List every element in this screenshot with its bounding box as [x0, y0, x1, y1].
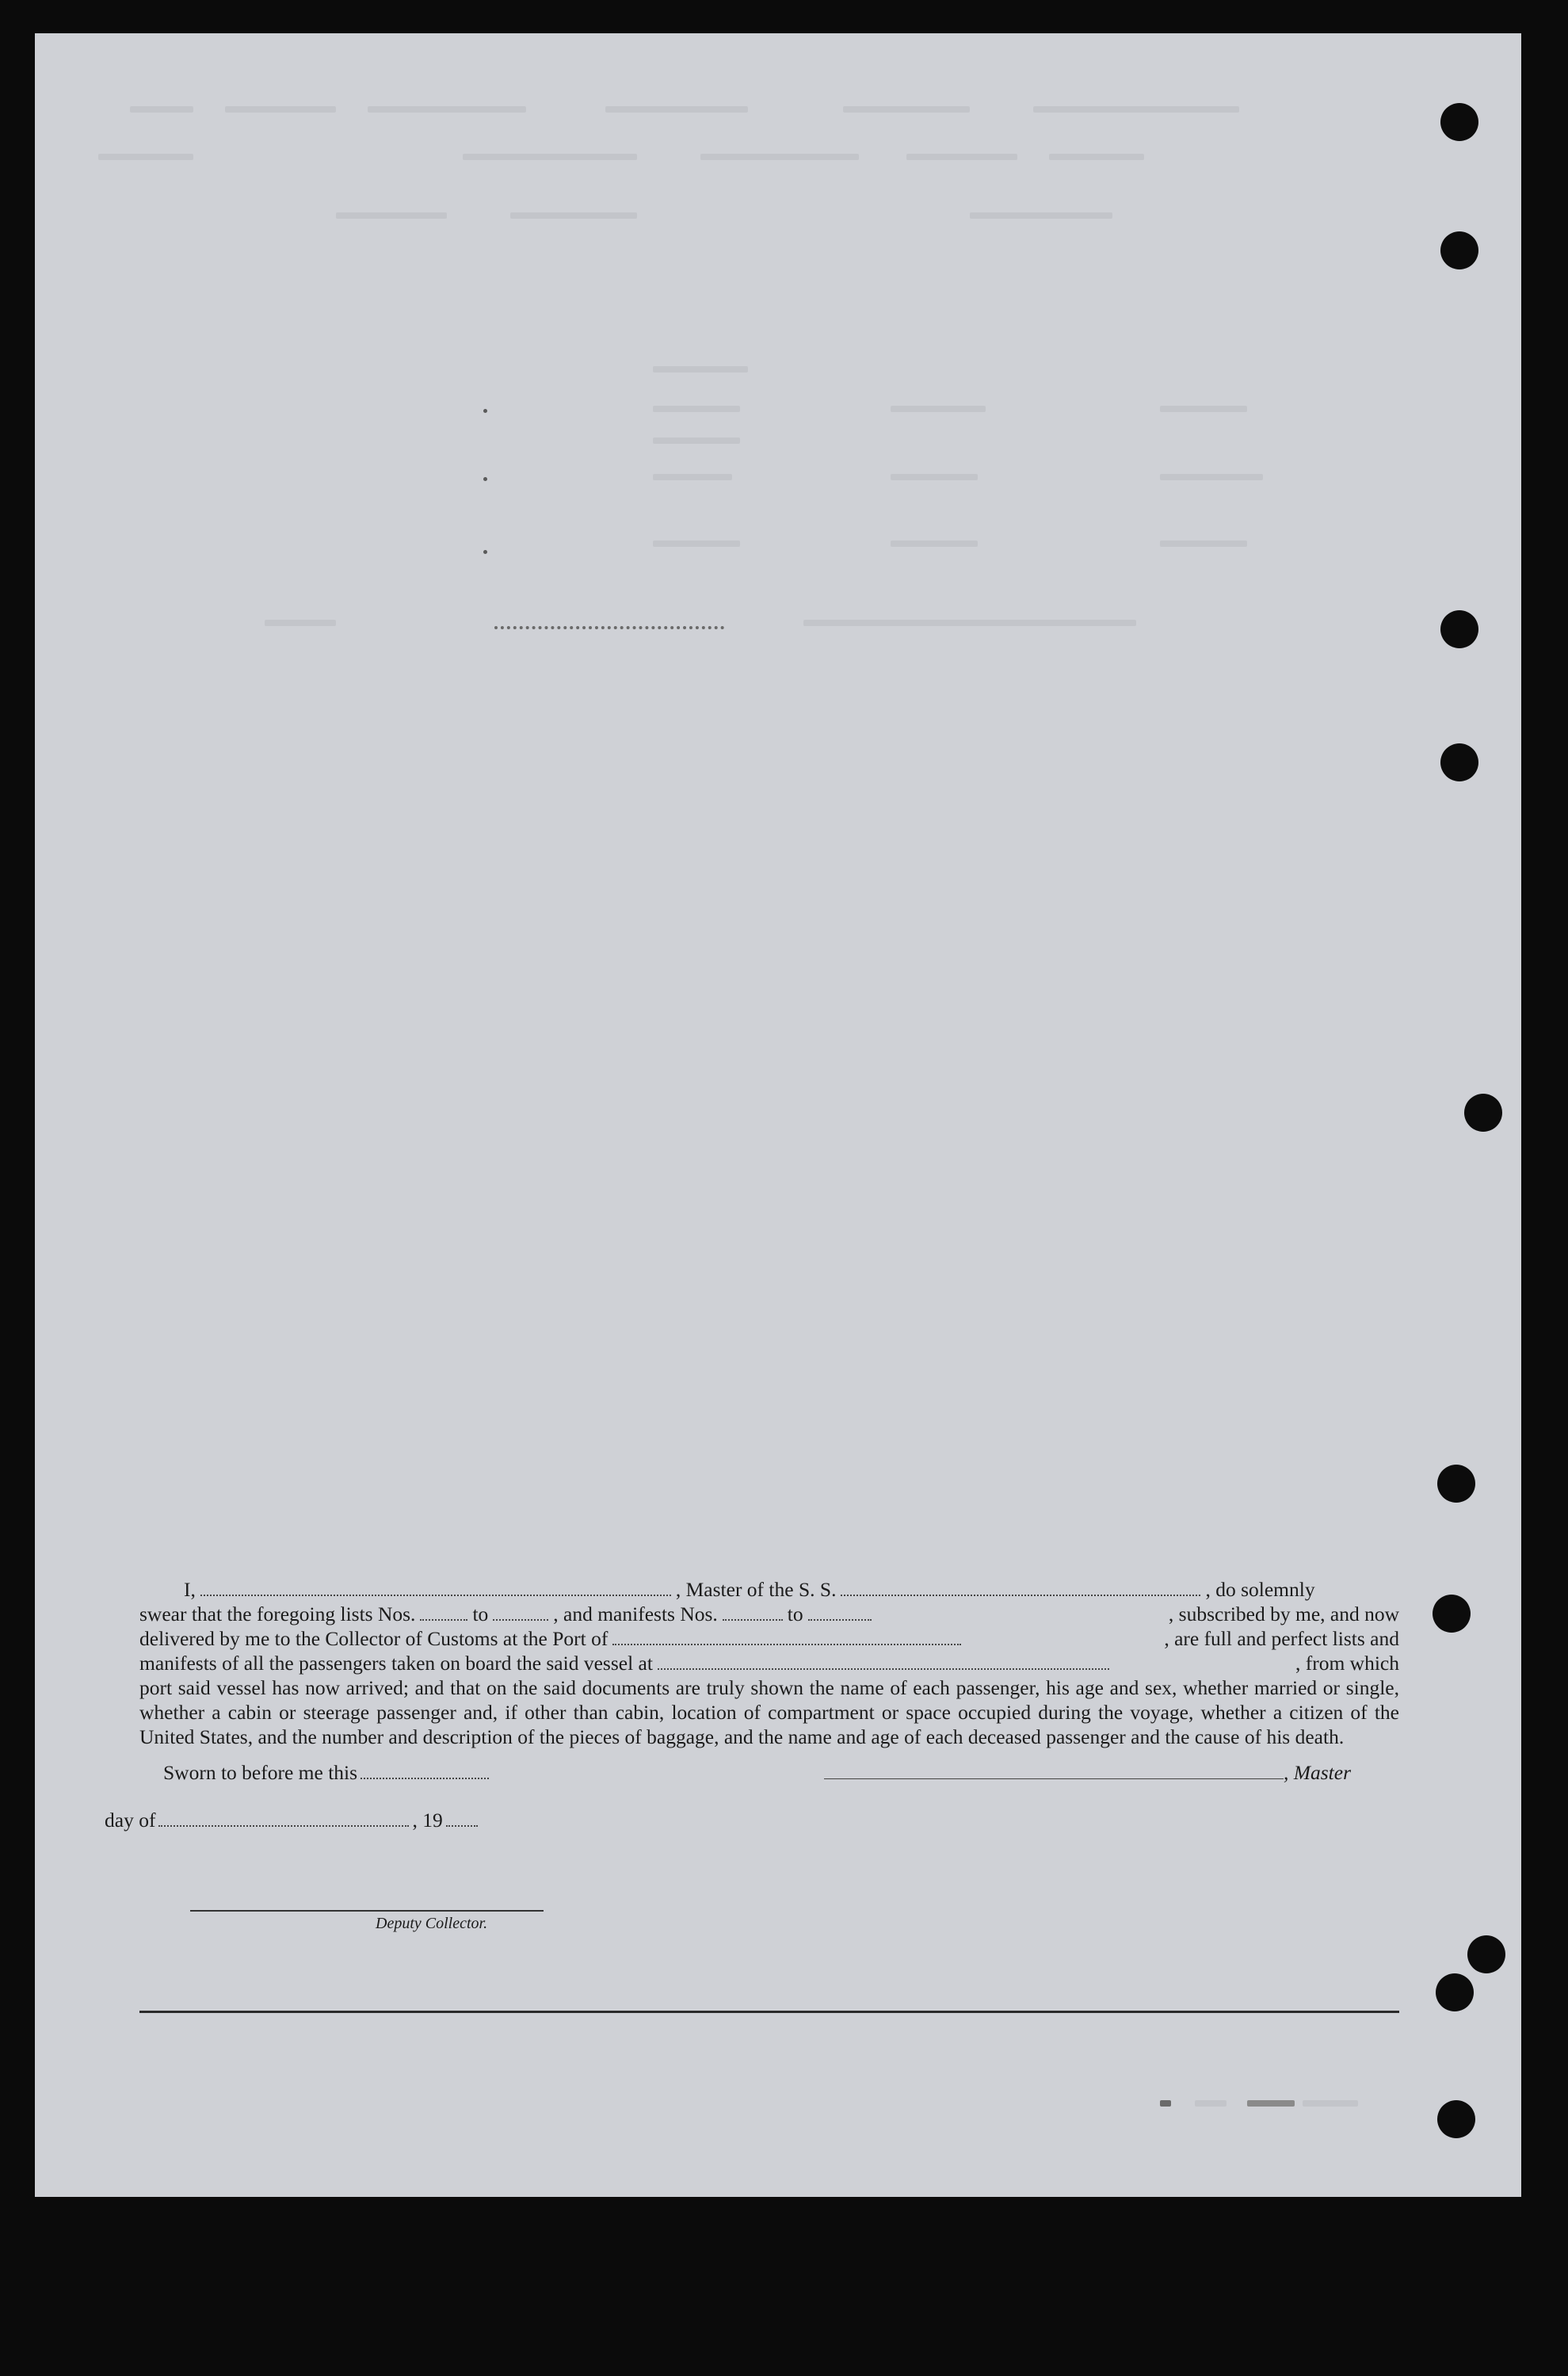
master-signature-field[interactable] [824, 1778, 1284, 1779]
day-of-label: day of [105, 1809, 156, 1832]
faint-entry-row [653, 437, 1366, 445]
oath-to-label: to [787, 1602, 803, 1625]
deputy-signature-line[interactable] [190, 1910, 544, 1912]
faint-header-row [130, 106, 1318, 114]
manifests-from-field[interactable] [723, 1619, 783, 1621]
binder-hole [1437, 1465, 1475, 1503]
faint-entry-row [653, 406, 1366, 414]
master-signature-line [824, 1761, 1351, 1785]
faint-header-row [177, 212, 1287, 220]
sworn-before-line [128, 1761, 492, 1785]
oath-master-of-label: , Master of the S. S. [675, 1578, 837, 1601]
master-name-field[interactable] [200, 1595, 671, 1596]
oath-line-2 [139, 1602, 1399, 1626]
oath-taken-on-board-label: manifests of all the passengers taken on board the said vessel at [139, 1652, 653, 1675]
manifest-page [35, 33, 1521, 2197]
faint-entry-row [653, 541, 1366, 548]
oath-port-label: delivered by me to the Collector of Customs at the Port of [139, 1627, 609, 1650]
year-field[interactable] [446, 1825, 478, 1827]
faint-entry-row [653, 474, 1366, 482]
binder-hole [1440, 743, 1478, 781]
oath-line-3 [139, 1626, 1399, 1651]
binder-hole [1436, 1973, 1474, 2011]
day-of-line [105, 1809, 481, 1832]
deputy-collector-label: Deputy Collector. [376, 1915, 488, 1932]
faint-entry-row [653, 366, 1366, 374]
master-label: , Master [1284, 1761, 1351, 1784]
binder-hole [1464, 1094, 1502, 1132]
year-prefix: , 19 [412, 1809, 443, 1832]
oath-lists-label: swear that the foregoing lists Nos. [139, 1602, 416, 1625]
entry-marker [483, 550, 487, 554]
binder-hole [1433, 1595, 1471, 1633]
binder-hole [1467, 1935, 1505, 1973]
master-oath-paragraph [139, 1577, 1399, 1749]
oath-line-4 [139, 1651, 1399, 1675]
oath-from-which-label: , from which [1295, 1652, 1399, 1675]
oath-full-lists-label: , are full and perfect lists and [1164, 1627, 1399, 1650]
oath-manifests-label: , and manifests Nos. [553, 1602, 718, 1625]
lists-from-field[interactable] [420, 1619, 467, 1621]
lists-to-field[interactable] [493, 1619, 548, 1621]
departure-port-field[interactable] [658, 1668, 1109, 1670]
binder-hole [1437, 2100, 1475, 2138]
total-dotted-line [494, 626, 724, 629]
oath-i-label: I, [184, 1578, 196, 1601]
faint-footer [1160, 2100, 1366, 2108]
entry-marker [483, 409, 487, 413]
sworn-day-field[interactable] [361, 1778, 489, 1779]
ship-name-field[interactable] [841, 1595, 1200, 1596]
binder-hole [1440, 231, 1478, 269]
sworn-label: Sworn to before me this [163, 1761, 358, 1784]
binder-hole [1440, 610, 1478, 648]
bottom-rule [139, 2011, 1399, 2013]
port-field[interactable] [612, 1644, 961, 1645]
binder-hole [1440, 103, 1478, 141]
manifests-to-field[interactable] [808, 1619, 872, 1621]
oath-body: port said vessel has now arrived; and that on the said documents are truly shown the name of each passenger, his age and sex, whether married or single, whether a cabin or steerage passenger and, if other than cabin, location of compartment or space occupied during the voyage, whether a citizen of the United States, and the number and description of the pieces of baggage, and the name and age of each deceased passenger and the cause of his death. [139, 1676, 1399, 1748]
oath-solemnly-label: , do solemnly [1205, 1578, 1315, 1601]
month-field[interactable] [158, 1825, 409, 1827]
oath-line-1 [139, 1577, 1399, 1602]
oath-subscribed-label: , subscribed by me, and now [1168, 1602, 1399, 1625]
entry-marker [483, 477, 487, 481]
oath-to-label: to [472, 1602, 489, 1625]
faint-header-row [98, 154, 1287, 162]
